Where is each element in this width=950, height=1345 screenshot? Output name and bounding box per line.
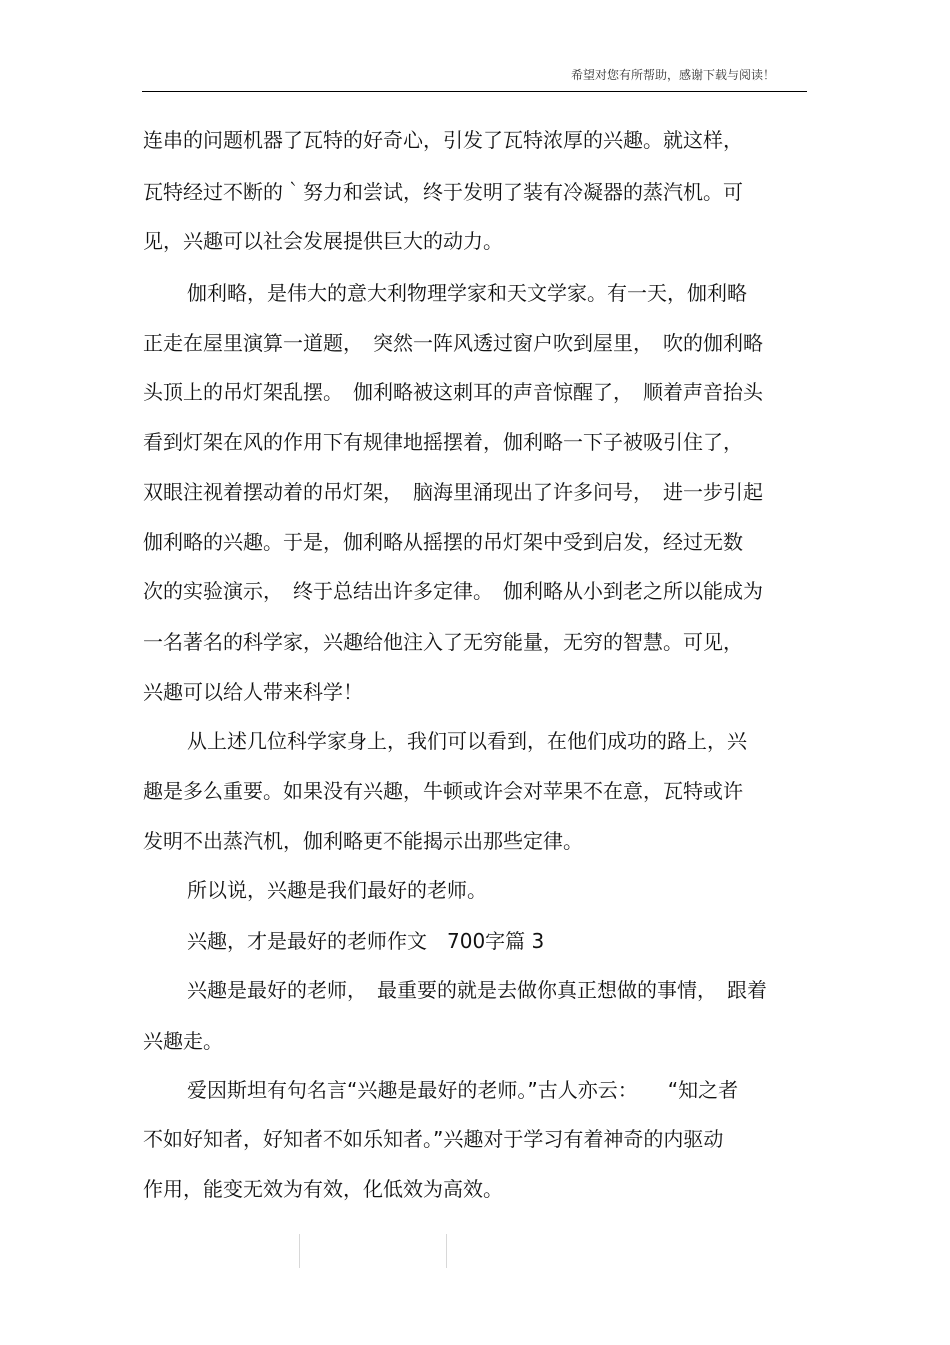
text-line: 伽利略，是伟大的意大利物理学家和天文学家。有一天，伽利略 (187, 281, 747, 305)
section-heading: 兴趣，才是最好的老师作文 700字篇 3 (187, 929, 545, 953)
text-line: 看到灯架在风的作用下有规律地摇摆着，伽利略一下子被吸引住了， (143, 430, 743, 454)
text-line: 连串的问题机器了瓦特的好奇心，引发了瓦特浓厚的兴趣。就这样， (143, 128, 743, 152)
text-line: 爱因斯坦有句名言“兴趣是最好的老师。”古人亦云： “知之者 (187, 1078, 739, 1102)
text-line: 双眼注视着摆动着的吊灯架， 脑海里涌现出了许多问号， 进一步引起 (143, 480, 763, 504)
text-line: 见，兴趣可以社会发展提供巨大的动力。 (143, 229, 503, 253)
text-line: 发明不出蒸汽机，伽利略更不能揭示出那些定律。 (143, 829, 583, 853)
text-line: 所以说，兴趣是我们最好的老师。 (187, 878, 487, 902)
text-line: 正走在屋里演算一道题， 突然一阵风透过窗户吹到屋里， 吹的伽利略 (143, 331, 763, 355)
text-line: 一名著名的科学家，兴趣给他注入了无穷能量，无穷的智慧。可见， (143, 630, 743, 654)
header-rule (142, 91, 807, 92)
header-note: 希望对您有所帮助，感谢下载与阅读！ (570, 68, 775, 82)
text-line: 头顶上的吊灯架乱摆。 伽利略被这刺耳的声音惊醒了， 顺着声音抬头 (143, 380, 763, 404)
text-line: 作用，能变无效为有效，化低效为高效。 (143, 1177, 503, 1201)
text-line: 伽利略的兴趣。于是，伽利略从摇摆的吊灯架中受到启发，经过无数 (143, 530, 743, 554)
text-line: 兴趣走。 (143, 1029, 223, 1053)
text-line: 兴趣是最好的老师， 最重要的就是去做你真正想做的事情， 跟着 (187, 978, 767, 1002)
text-line: 趣是多么重要。如果没有兴趣，牛顿或许会对苹果不在意，瓦特或许 (143, 779, 743, 803)
text-line: 从上述几位科学家身上，我们可以看到，在他们成功的路上，兴 (187, 729, 747, 753)
footer-divider-left (299, 1234, 300, 1268)
text-line: 兴趣可以给人带来科学！ (143, 680, 363, 704)
text-line: 次的实验演示， 终于总结出许多定律。 伽利略从小到老之所以能成为 (143, 579, 763, 603)
text-line: 瓦特经过不断的｀努力和尝试，终于发明了装有冷凝器的蒸汽机。可 (143, 180, 743, 204)
text-line: 不如好知者，好知者不如乐知者。”兴趣对于学习有着神奇的内驱动 (143, 1127, 724, 1151)
footer-divider-right (446, 1234, 447, 1268)
